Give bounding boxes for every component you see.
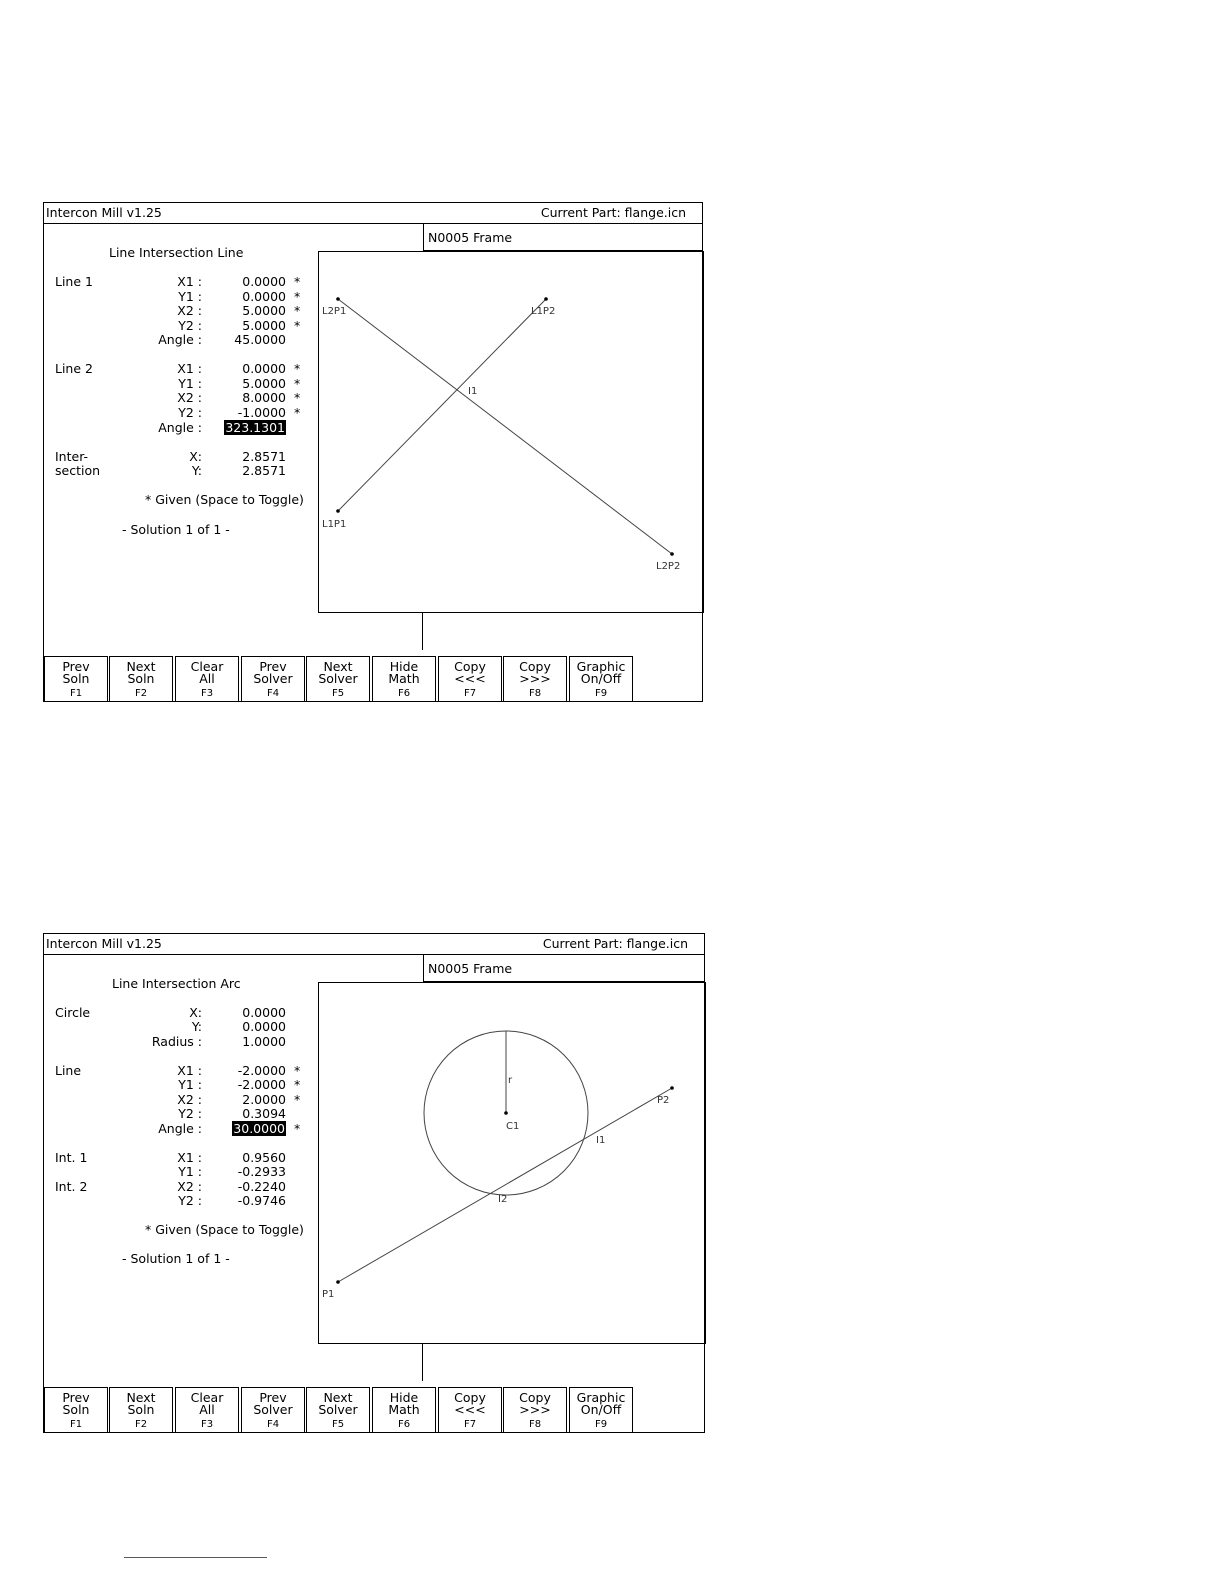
key-shortcut: F8 [528,688,542,699]
field-label: Y2 : [178,1193,202,1208]
field-line1-y1[interactable]: 0.0000 [242,289,286,304]
label-l1p2: L1P2 [531,306,556,317]
app-title: Intercon Mill v1.25 [46,936,162,951]
next-soln-button[interactable] [109,656,173,702]
key-label: >>> [519,1402,551,1417]
field-label: X1 : [177,1150,202,1165]
key-label: Next [126,1390,156,1405]
field-label: X2 : [177,303,202,318]
solution-indicator: - Solution 1 of 1 - [122,522,230,537]
graphic-view[interactable] [318,982,706,1344]
point-p2 [670,1086,674,1090]
key-label: Copy [519,1390,551,1405]
key-label: Next [323,1390,353,1405]
label-i1: I1 [596,1135,606,1146]
key-shortcut: F9 [594,1419,608,1430]
field-label: Y2 : [178,318,202,333]
field-line-x2[interactable]: 2.0000 [242,1092,286,1107]
copy-right-button[interactable] [503,1387,567,1433]
prev-soln-button[interactable] [44,1387,108,1433]
solver-screen-line-arc [43,933,705,1433]
key-label: Prev [259,1390,287,1405]
key-shortcut: F7 [463,688,477,699]
graphic-view[interactable] [318,251,704,613]
given-marker: * [294,361,301,376]
field-line-x1[interactable]: -2.0000 [237,1063,286,1078]
key-label: Prev [62,1390,90,1405]
given-note: * Given (Space to Toggle) [145,492,304,507]
copy-left-button[interactable] [438,656,502,702]
field-label: Y1 : [178,1164,202,1179]
current-part: Current Part: flange.icn [540,205,686,220]
given-marker: * [294,318,301,333]
field-line-y2[interactable]: 0.3094 [242,1106,286,1121]
point-l2p1 [336,297,340,301]
point-l2p2 [670,552,674,556]
key-label: On/Off [580,671,622,686]
given-marker: * [294,376,301,391]
field-int2-y2[interactable]: -0.9746 [237,1193,286,1208]
field-label: Y: [191,463,202,478]
field-label: Y1 : [178,1077,202,1092]
divider [422,613,423,650]
key-shortcut: F2 [134,688,148,699]
group-label-circle: Circle [55,1005,91,1020]
key-shortcut: F1 [69,1419,83,1430]
field-label: Angle : [158,420,202,435]
point-l1p2 [544,297,548,301]
key-label: Math [388,1402,420,1417]
selected-field-highlight[interactable]: 30.0000 [233,1121,285,1136]
group-label-int-2: Int. 2 [55,1179,88,1194]
field-line2-angle[interactable] [224,420,286,435]
key-shortcut: F3 [200,1419,214,1430]
clear-all-button[interactable] [175,1387,239,1433]
key-label: Copy [454,659,486,674]
copy-right-button[interactable] [503,656,567,702]
key-label: Hide [389,659,419,674]
geometry-drawing [319,983,705,1343]
group-label-int-1: Int. 1 [55,1150,88,1165]
field-line-y1[interactable]: -2.0000 [237,1077,286,1092]
hide-math-button[interactable] [372,656,436,702]
line-2 [338,299,672,554]
field-line2-y1[interactable]: 5.0000 [242,376,286,391]
field-intersection-x[interactable]: 2.8571 [242,449,286,464]
key-shortcut: F6 [397,1419,411,1430]
link-underline[interactable] [124,1557,267,1558]
line-1 [338,299,546,511]
key-shortcut: F4 [266,688,280,699]
label-l2p1: L2P1 [322,306,347,317]
given-marker: * [294,303,301,318]
field-label: Y2 : [178,1106,202,1121]
field-line1-x1[interactable]: 0.0000 [242,274,286,289]
key-label: On/Off [580,1402,622,1417]
field-label: X2 : [177,1179,202,1194]
key-label: Soln [127,671,155,686]
key-label: Solver [318,671,358,686]
group-label-line-1: Line 1 [55,274,93,289]
label-p2: P2 [657,1095,670,1106]
key-shortcut: F3 [200,688,214,699]
given-marker: * [294,405,301,420]
next-soln-button[interactable] [109,1387,173,1433]
key-shortcut: F5 [331,1419,345,1430]
given-marker: * [294,1092,301,1107]
given-marker: * [294,289,301,304]
point-l1p1 [336,509,340,513]
key-label: Solver [318,1402,358,1417]
field-line1-y2[interactable]: 5.0000 [242,318,286,333]
field-label: X1 : [177,361,202,376]
next-solver-button[interactable] [306,656,370,702]
key-label: Next [323,659,353,674]
label-p1: P1 [322,1289,335,1300]
label-i1: I1 [468,386,478,397]
intersecting-line [338,1088,672,1282]
given-marker: * [294,274,301,289]
key-label: Prev [62,659,90,674]
math-title: Line Intersection Line [109,245,244,260]
geometry-drawing [319,252,703,612]
math-title: Line Intersection Arc [112,976,241,991]
key-label: Copy [454,1390,486,1405]
title-bar [44,203,702,224]
field-circle-radius[interactable]: 1.0000 [242,1034,286,1049]
key-label: Prev [259,659,287,674]
math-panel [44,955,316,1380]
field-label: Radius : [151,1034,202,1049]
key-shortcut: F7 [463,1419,477,1430]
group-label-line: Line [55,1063,82,1078]
given-marker: * [294,390,301,405]
field-int1-y1[interactable]: -0.2933 [237,1164,286,1179]
key-label: Math [388,671,420,686]
field-label: X: [189,1005,202,1020]
point-p1 [336,1280,340,1284]
key-shortcut: F1 [69,688,83,699]
field-line2-x2[interactable]: 8.0000 [242,390,286,405]
field-label: X2 : [177,1092,202,1107]
key-label: Soln [62,1402,90,1417]
key-shortcut: F8 [528,1419,542,1430]
key-label: Solver [253,671,293,686]
label-l1p1: L1P1 [322,519,347,530]
key-label: Clear [190,659,224,674]
key-label: Graphic [576,1390,626,1405]
field-line2-y2[interactable]: -1.0000 [237,405,286,420]
point-c1 [504,1111,508,1115]
key-label: Solver [253,1402,293,1417]
clear-all-button[interactable] [175,656,239,702]
field-label: X1 : [177,274,202,289]
prev-solver-button[interactable] [241,656,305,702]
field-intersection-y[interactable]: 2.8571 [242,463,286,478]
math-panel [44,224,316,649]
field-int1-x1[interactable]: 0.9560 [242,1150,286,1165]
field-label: Y: [191,1019,202,1034]
frame-label: N0005 Frame [423,955,705,982]
key-label: Soln [62,671,90,686]
app-title: Intercon Mill v1.25 [46,205,162,220]
divider [422,1344,423,1381]
prev-soln-button[interactable] [44,656,108,702]
key-label: Soln [127,1402,155,1417]
key-label: Graphic [576,659,626,674]
field-circle-y[interactable]: 0.0000 [242,1019,286,1034]
key-shortcut: F2 [134,1419,148,1430]
key-label: <<< [454,1402,486,1417]
graphic-toggle-button[interactable] [569,656,633,702]
next-solver-button[interactable] [306,1387,370,1433]
given-marker: * [294,1063,301,1078]
field-label: Y1 : [178,376,202,391]
field-label: X1 : [177,1063,202,1078]
group-label-intersection: Inter- [55,449,89,464]
group-label-intersection-2: section [55,463,101,478]
label-c1: C1 [506,1121,520,1132]
frame-label: N0005 Frame [423,224,703,251]
solver-screen-line-line [43,202,703,702]
hide-math-button[interactable] [372,1387,436,1433]
key-label: Clear [190,1390,224,1405]
solution-indicator: - Solution 1 of 1 - [122,1251,230,1266]
key-label: Copy [519,659,551,674]
key-label: Hide [389,1390,419,1405]
field-label: Y1 : [178,289,202,304]
field-label: Y2 : [178,405,202,420]
field-circle-x[interactable]: 0.0000 [242,1005,286,1020]
selected-field-highlight[interactable]: 323.1301 [225,420,285,435]
key-label: >>> [519,671,551,686]
graphic-toggle-button[interactable] [569,1387,633,1433]
field-line2-x1[interactable]: 0.0000 [242,361,286,376]
label-i2: I2 [498,1194,508,1205]
given-marker: * [294,1121,301,1136]
given-note: * Given (Space to Toggle) [145,1222,304,1237]
key-shortcut: F5 [331,688,345,699]
given-marker: * [294,1077,301,1092]
field-int2-x2[interactable]: -0.2240 [237,1179,286,1194]
key-label: <<< [454,671,486,686]
field-line-angle[interactable] [232,1121,286,1136]
field-label: Angle : [158,1121,202,1136]
field-label: X2 : [177,390,202,405]
key-shortcut: F6 [397,688,411,699]
key-label: Next [126,659,156,674]
key-label: All [199,1402,215,1417]
field-line1-x2[interactable]: 5.0000 [242,303,286,318]
label-l2p2: L2P2 [656,561,681,572]
group-label-line-2: Line 2 [55,361,93,376]
current-part: Current Part: flange.icn [542,936,688,951]
field-label: X: [189,449,202,464]
key-shortcut: F9 [594,688,608,699]
label-r: r [508,1075,513,1086]
field-line1-angle[interactable]: 45.0000 [234,332,286,347]
key-label: All [199,671,215,686]
copy-left-button[interactable] [438,1387,502,1433]
key-shortcut: F4 [266,1419,280,1430]
title-bar [44,934,704,955]
prev-solver-button[interactable] [241,1387,305,1433]
field-label: Angle : [158,332,202,347]
